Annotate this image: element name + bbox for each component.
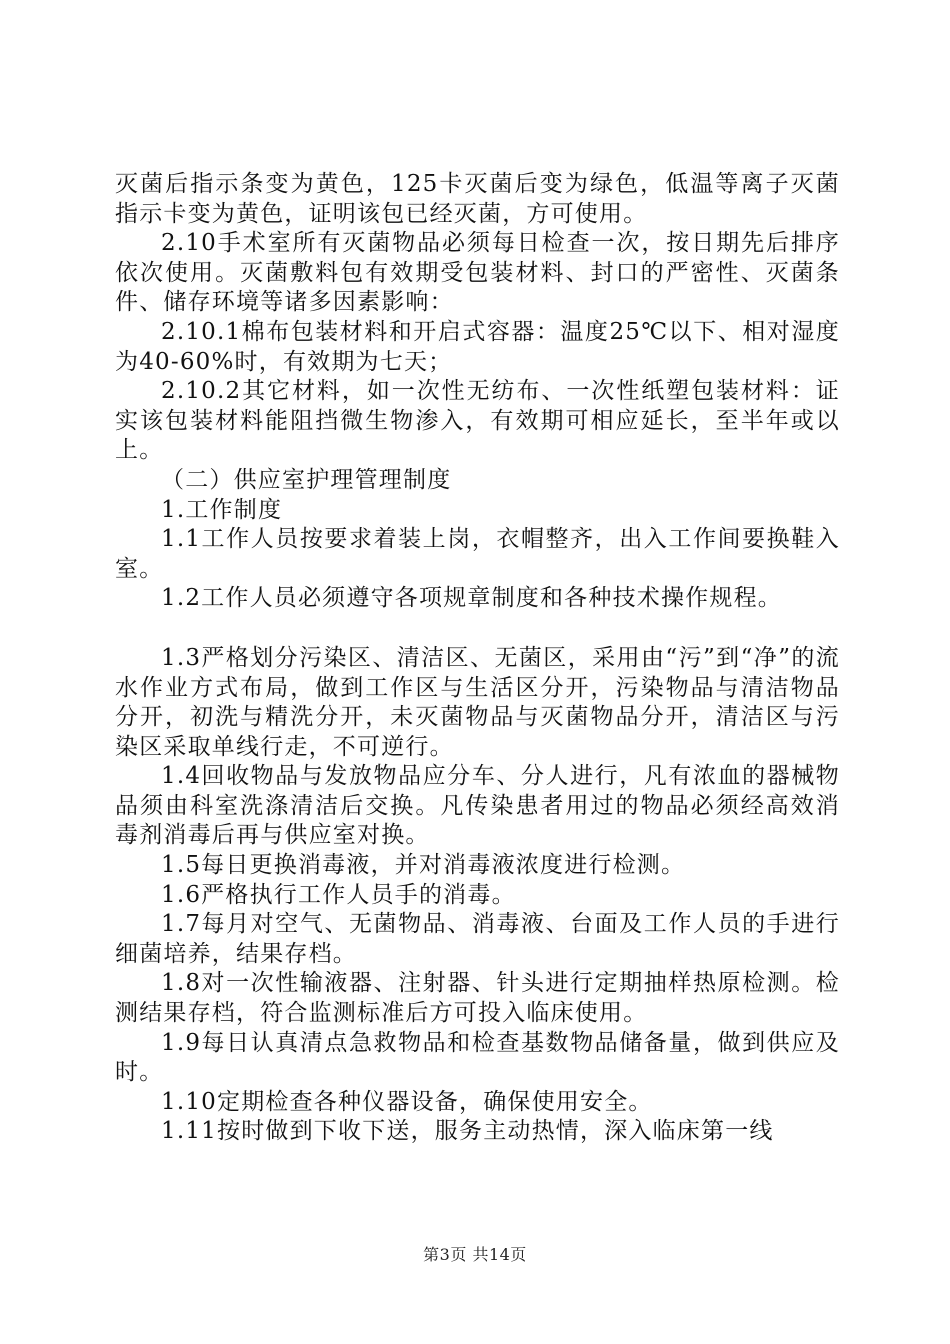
page-footer: 第3页 共14页 xyxy=(423,1245,527,1264)
paragraph-1-1: 1.1工作人员按要求着装上岗，衣帽整齐，出入工作间要换鞋入室。 xyxy=(115,526,840,582)
paragraph-1-9: 1.9每日认真清点急救物品和检查基数物品储备量，做到供应及时。 xyxy=(115,1029,840,1086)
subsection-heading-work-rules: 1.工作制度 xyxy=(161,496,283,523)
paragraph-1-2: 1.2工作人员必须遵守各项规章制度和各种技术操作规程。 xyxy=(161,585,782,612)
paragraph-2-10-2: 2.10.2其它材料，如一次性无纺布、一次性纸塑包装材料：证实该包装材料能阻挡微生物渗入，有效期可相应延长，至半年或以上。 xyxy=(115,378,840,464)
paragraph-1-10: 1.10定期检查各种仪器设备，确保使用安全。 xyxy=(161,1088,653,1115)
paragraph-2-10: 2.10手术室所有灭菌物品必须每日检查一次，按日期先后排序依次使用。灭菌敷料包有效期受包装材料、封口的严密性、灭菌条件、储存环境等诸多因素影响： xyxy=(115,230,840,316)
paragraph-2-10-1: 2.10.1棉布包装材料和开启式容器：温度25℃以下、相对湿度为40-60%时，有效期为七天； xyxy=(115,318,840,375)
paragraph-1-3: 1.3严格划分污染区、清洁区、无菌区，采用由“污”到“净”的流水作业方式布局，做到工作区与生活区分开，污染物品与清洁物品分开，初洗与精洗分开，未灭菌物品与灭菌物品分开，清洁区与污染区采取单线行走，不可逆行。 xyxy=(115,644,840,760)
paragraph-1-6: 1.6严格执行工作人员手的消毒。 xyxy=(161,881,516,908)
document-body xyxy=(115,170,840,1147)
paragraph-sterilization-indicator: 灭菌后指示条变为黄色，125卡灭菌后变为绿色，低温等离子灭菌指示卡变为黄色，证明该包已经灭菌，方可使用。 xyxy=(115,171,840,227)
paragraph-1-4: 1.4回收物品与发放物品应分车、分人进行，凡有浓血的器械物品须由科室洗涤清洁后交换。凡传染患者用过的物品必须经高效消毒剂消毒后再与供应室对换。 xyxy=(115,763,840,849)
paragraph-1-11: 1.11按时做到下收下送，服务主动热情，深入临床第一线 xyxy=(161,1118,774,1145)
section-heading-supply-room: （二）供应室护理管理制度 xyxy=(161,466,452,493)
paragraph-1-7: 1.7每月对空气、无菌物品、消毒液、台面及工作人员的手进行细菌培养，结果存档。 xyxy=(115,911,840,967)
paragraph-1-5: 1.5每日更换消毒液，并对消毒液浓度进行检测。 xyxy=(161,852,686,879)
paragraph-1-8: 1.8对一次性输液器、注射器、针头进行定期抽样热原检测。检测结果存档，符合监测标准后方可投入临床使用。 xyxy=(115,970,840,1027)
